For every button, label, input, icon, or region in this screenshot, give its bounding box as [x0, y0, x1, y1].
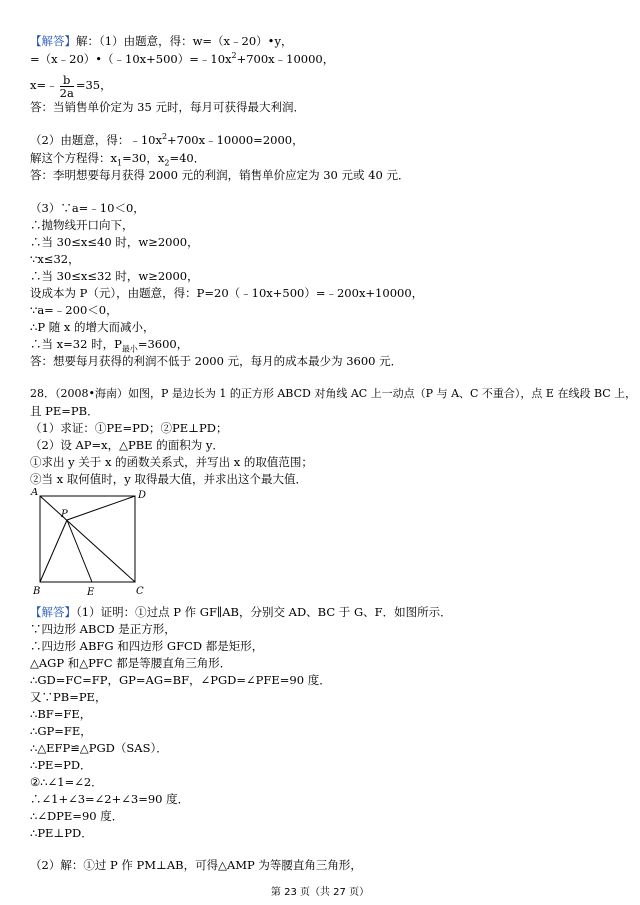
solution-line: ∵四边形 ABCD 是正方形， — [30, 622, 176, 636]
solution-line: 【解答】（1）证明：①过点 P 作 GF∥AB，分别交 AD、BC 于 G、F．如图所示． — [30, 605, 452, 619]
solution-line: ∴P 随 x 的增大而减小， — [30, 320, 155, 334]
fraction: $\frac{b}{2a}$ — [59, 72, 74, 100]
solution-line: ∴PE⊥PD． — [30, 826, 93, 840]
solution-line: ∵a=﹣200＜0， — [30, 303, 118, 317]
segment-pe — [67, 520, 92, 582]
solution-line: 又∵PB=PE， — [30, 690, 107, 704]
question-line: ②当 x 取何值时，y 取得最大值，并求出这个最大值． — [30, 472, 307, 486]
solution-line: ∴当 30≤x≤40 时，w≥2000， — [30, 235, 199, 249]
solution-line: （3）∵a=﹣10＜0， — [30, 201, 145, 215]
label-p: P — [61, 509, 68, 520]
question-line: （2）设 AP=x，△PBE 的面积为 y． — [30, 438, 224, 452]
question-line: （1）求证：①PE=PD；②PE⊥PD； — [30, 421, 228, 435]
solution-line: ∴PE=PD． — [30, 758, 92, 772]
question-line: 且 PE=PB． — [30, 404, 99, 418]
solution-line: ②∴∠1=∠2． — [30, 775, 103, 789]
solution-line: 解这个方程得：$x_1=30$，$x_2=40$． — [30, 151, 206, 168]
solution-line: ∴GD=FC=FP，GP=AG=BF，∠PGD=∠PFE=90 度． — [30, 673, 331, 687]
solution-line: 答：李明想要每月获得 2000 元的利润，销售单价应定为 30 元或 40 元． — [30, 168, 410, 182]
solution-line: ∴当 x=32 时，$P_{最小}=3600$， — [30, 337, 189, 354]
solution-line: ∴GP=FE， — [30, 724, 92, 738]
diagonal-ac — [40, 496, 135, 582]
solution-line: ∵x≤32， — [30, 252, 80, 266]
solution-line: 【解答】解：（1）由题意，得：w=（x﹣20）•y， — [30, 34, 293, 48]
label-d: D — [138, 490, 147, 501]
solution-line: 设成本为 P（元），由题意，得：P=20（﹣10x+500）=﹣200x+10000， — [30, 286, 424, 300]
square-figure — [30, 488, 150, 598]
solution-line: 答：当销售单价定为 35 元时，每月可获得最大利润． — [30, 100, 305, 114]
label-a: A — [31, 488, 39, 498]
solution-line: （2）解：①过 P 作 PM⊥AB，可得△AMP 为等腰直角三角形， — [30, 858, 362, 872]
answer-tag: 【解答】 — [30, 34, 76, 48]
solution-line: ∴当 30≤x≤32 时，w≥2000， — [30, 269, 199, 283]
solution-line: ∴BF=FE， — [30, 707, 92, 721]
solution-line: △AGP 和△PFC 都是等腰直角三角形． — [30, 656, 232, 670]
solution-line: $=(x﹣20)•(﹣10x+500)=﹣10x^2+700x﹣10000$， — [30, 51, 335, 66]
solution-line: 答：想要每月获得的利润不低于 2000 元，每月的成本最少为 3600 元． — [30, 354, 403, 368]
solution-line: ∴∠1+∠3=∠2+∠3=90 度． — [30, 792, 190, 806]
segment-pd — [67, 496, 135, 520]
solution-line: （2）由题意，得：$﹣10x^2+700x﹣10000=2000$， — [30, 132, 304, 147]
question-line: 28．（2008•海南）如图，P 是边长为 1 的正方形 ABCD 对角线 AC 上一动点（P 与 A、C 不重合），点 E 在线段 BC 上， — [30, 387, 637, 400]
solution-line: ∴四边形 ABFG 和四边形 GFCD 都是矩形， — [30, 639, 264, 653]
label-e: E — [87, 587, 95, 598]
solution-line: ∴△EFP≌△PGD（SAS）． — [30, 741, 168, 755]
question-line: ①求出 y 关于 x 的函数关系式，并写出 x 的取值范围； — [30, 455, 313, 469]
solution-line-fraction: x=﹣ $\frac{b}{2a}$ =35， — [30, 72, 112, 100]
page-footer: 第 23 页（共 27 页） — [270, 887, 370, 898]
label-c: C — [136, 586, 144, 597]
segment-pb — [40, 520, 67, 582]
label-b: B — [33, 586, 41, 597]
solution-line: ∴抛物线开口向下， — [30, 218, 134, 232]
solution-line: ∴∠DPE=90 度． — [30, 809, 124, 823]
answer-tag: 【解答】 — [30, 605, 76, 619]
